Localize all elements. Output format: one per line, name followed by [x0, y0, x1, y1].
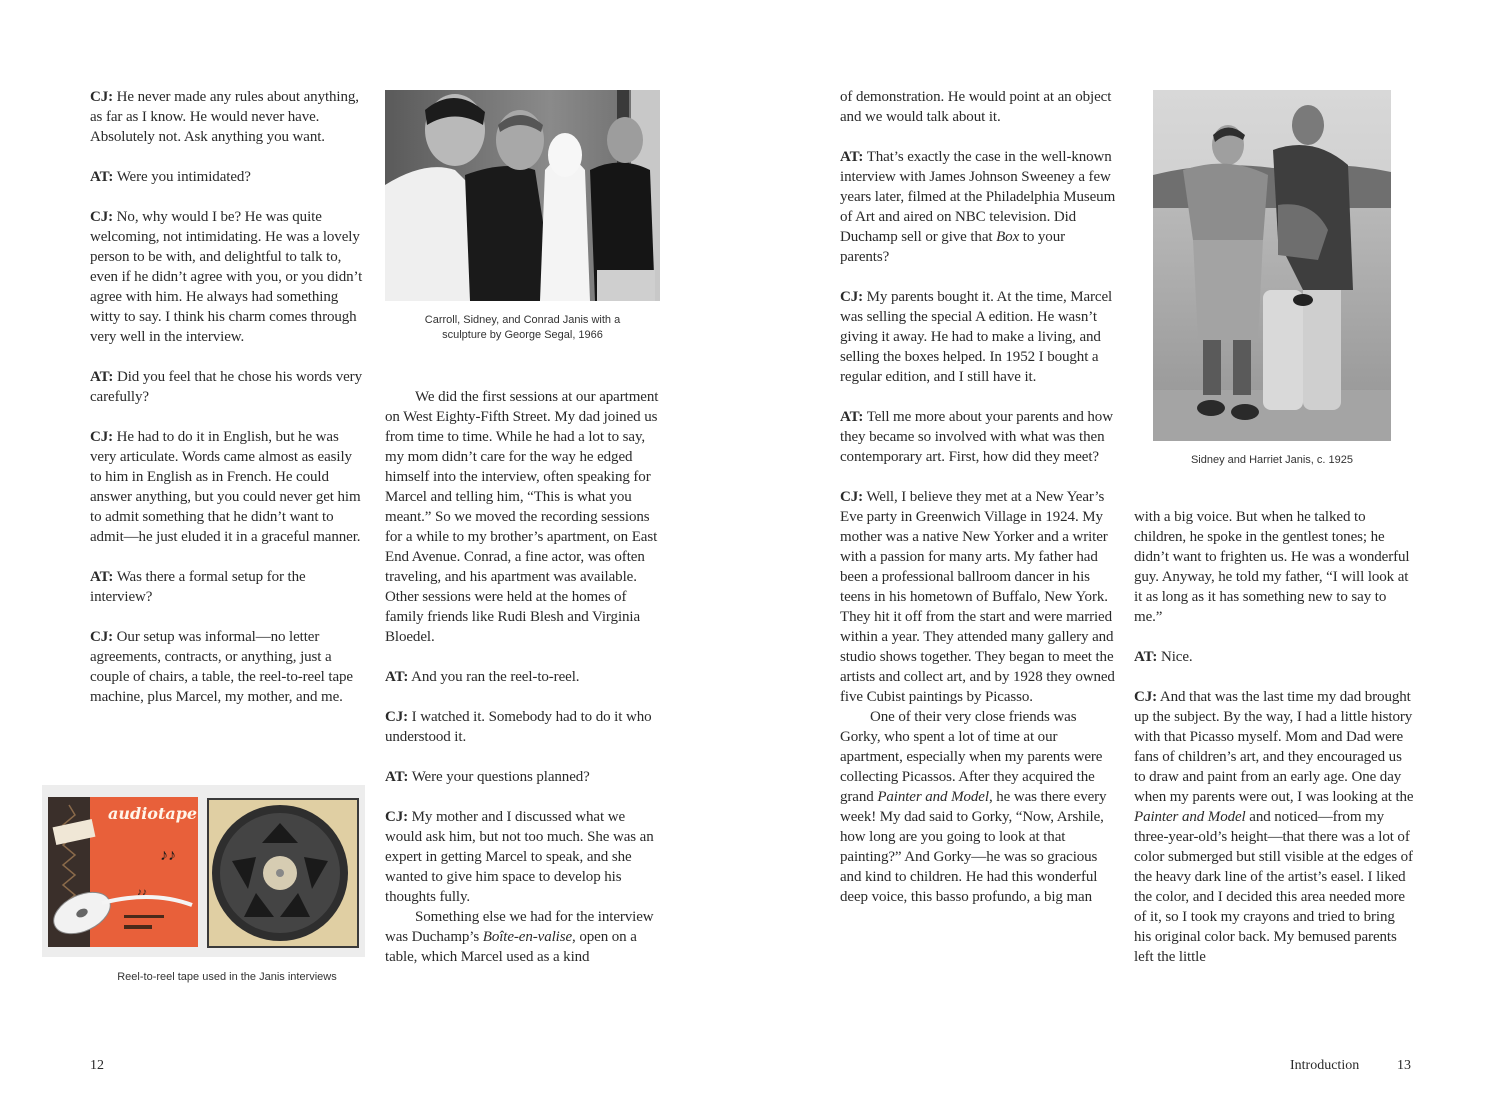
interview-paragraph: CJ: And that was the last time my dad brought up the subject. By the way, I had a little history with that Picasso myself. Mom and Dad were fans of children’s art, and they encouraged us to draw and paint from an early age. One day when my parents were out, I was looking at the Painter and Model and noticed—from my three-year-old’s height—that there was a lot of color submerged but still visible at the edges of the heavy dark line of the artist’s easel. I liked the color, and I decided this area needed more of it, so I took my crayons and tried to bring his original color back. My bemused parents left the little	[1134, 689, 1414, 965]
artwork-title: Box	[996, 229, 1020, 245]
interview-paragraph: AT: Did you feel that he chose his words very carefully?	[90, 369, 362, 405]
speaker-label: AT:	[1134, 649, 1158, 665]
interview-paragraph: AT: Nice.	[1134, 649, 1193, 665]
speaker-label: AT:	[840, 149, 864, 165]
artwork-title: Painter and Model	[877, 789, 989, 805]
speaker-label: AT:	[385, 769, 409, 785]
artwork-title: Boîte-en-valise	[482, 929, 573, 945]
narrative-paragraph: Something else we had for the interview was Duchamp’s Boîte-en-valise, open on a table, which Marcel used as a kind	[385, 909, 654, 965]
left-page-column-1	[90, 87, 365, 727]
page-number-left: 12	[90, 1058, 104, 1073]
interview-paragraph: CJ: Well, I believe they met at a New Year’s Eve party in Greenwich Village in 1924. My mother was a native New Yorker and a writer with a passion for many arts. My father had been a professional ballroom dancer in his teens in his hometown of Buffalo, New York. They hit it off from the start and were married within a year. They attended many gallery and studio shows together. They began to meet the artists and collect art, and by 1928 they owned five Cubist paintings by Picasso.	[840, 489, 1115, 705]
photo-janis-family-segal-sculpture	[385, 90, 660, 301]
speaker-label: CJ:	[1134, 689, 1158, 705]
interview-paragraph: CJ: My mother and I discussed what we would ask him, but not too much. She was an expert in getting Marcel to speak, and she wanted to give him space to develop his thoughts fully.	[385, 809, 654, 905]
running-head: Introduction	[1290, 1058, 1360, 1073]
speaker-label: CJ:	[840, 489, 864, 505]
photo-reel-to-reel-tape	[42, 785, 365, 957]
interview-paragraph: AT: That’s exactly the case in the well-known interview with James Johnson Sweeney a few years later, filmed at the Philadelphia Museum of Art and aired on NBC television. Did Duchamp sell or give that Box to your parents?	[840, 149, 1116, 265]
photo-caption: Sidney and Harriet Janis, c. 1925	[1190, 454, 1354, 466]
speaker-label: CJ:	[90, 429, 114, 445]
interview-paragraph: AT: Were you intimidated?	[90, 169, 251, 185]
speaker-label: AT:	[840, 409, 864, 425]
page-number-right: 13	[1397, 1058, 1411, 1073]
photo-caption: Carroll, Sidney, and Conrad Janis with a sculpture by George Segal, 1966	[424, 314, 621, 341]
left-page-column-2	[385, 387, 662, 967]
speaker-label: CJ:	[90, 629, 114, 645]
photo-sidney-harriet-janis	[1153, 90, 1391, 441]
interview-paragraph: CJ: No, why would I be? He was quite welcoming, not intimidating. He was a lovely person to be with, and delightful to talk to, even if he didn’t agree with you, or you didn’t agree with him. He always had something witty to say. I think his charm comes through very well in the interview.	[90, 209, 363, 345]
interview-paragraph: CJ: My parents bought it. At the time, Marcel was selling the special A edition. He wasn’t giving it away. He had to make a living, and selling the boxes helped. In 1952 I bought a regular edition, and I still have it.	[840, 289, 1113, 385]
speaker-label: CJ:	[90, 209, 114, 225]
speaker-label: AT:	[90, 569, 114, 585]
speaker-label: CJ:	[385, 809, 409, 825]
speaker-label: AT:	[90, 369, 114, 385]
right-page-column-2	[1134, 507, 1414, 967]
narrative-paragraph: of demonstration. He would point at an object and we would talk about it.	[840, 89, 1112, 125]
interview-paragraph: CJ: He never made any rules about anything, as far as I know. He would never have. Absolutely not. Ask anything you want.	[90, 89, 359, 145]
photo-caption: Reel-to-reel tape used in the Janis interviews	[117, 971, 337, 983]
speaker-label: CJ:	[385, 709, 409, 725]
interview-paragraph: CJ: I watched it. Somebody had to do it who understood it.	[385, 709, 652, 745]
svg-text:♪♪: ♪♪	[137, 887, 147, 898]
svg-text:♪♪: ♪♪	[160, 847, 176, 864]
speaker-label: AT:	[385, 669, 409, 685]
narrative-paragraph: with a big voice. But when he talked to children, he spoke in the gentlest tones; he didn’t want to frighten us. He was a wonderful guy. Anyway, he told my father, “I will look at it as long as it has something new to say to me.”	[1134, 509, 1410, 625]
interview-paragraph: AT: Tell me more about your parents and how they became so involved with what was then contemporary art. First, how did they meet?	[840, 409, 1113, 465]
speaker-label: AT:	[90, 169, 114, 185]
interview-paragraph: CJ: He had to do it in English, but he was very articulate. Words came almost as easily to him in English as in French. He could answer anything, but you could never get him to admit something that he didn’t want to admit—he just eluded it in a graceful manner.	[90, 429, 361, 545]
right-page-column-1	[840, 87, 1117, 907]
speaker-label: CJ:	[90, 89, 114, 105]
narrative-paragraph: We did the first sessions at our apartment on West Eighty-Fifth Street. My dad joined us from time to time. While he had a lot to say, my mom didn’t care for the way he edged himself into the interview, often speaking for Marcel and telling him, “This is what you meant.” So we moved the recording sessions for a while to my brother’s apartment, on East End Avenue. Conrad, a fine actor, was often traveling, and his apartment was available. Other sessions were held at the homes of family friends like Rudi Blesh and Virginia Bloedel.	[385, 389, 659, 645]
interview-paragraph: AT: And you ran the reel-to-reel.	[385, 669, 580, 685]
tape-box-brand: audiotape	[108, 804, 198, 823]
interview-paragraph: AT: Was there a formal setup for the interview?	[90, 569, 306, 605]
interview-paragraph: CJ: Our setup was informal—no letter agreements, contracts, or anything, just a couple of chairs, a table, the reel-to-reel tape machine, plus Marcel, my mother, and me.	[90, 629, 353, 705]
narrative-paragraph: One of their very close friends was Gorky, who spent a lot of time at our apartment, especially when my parents were collecting Picassos. After they acquired the grand Painter and Model, he was there every week! My dad said to Gorky, “Now, Arshile, how long are you going to look at that painting?” And Gorky—he was so gracious and kind to children. He had this wonderful deep voice, this basso profundo, a big man	[840, 709, 1107, 905]
interview-paragraph: AT: Were your questions planned?	[385, 769, 590, 785]
artwork-title: Painter and Model	[1134, 809, 1246, 825]
speaker-label: CJ:	[840, 289, 864, 305]
